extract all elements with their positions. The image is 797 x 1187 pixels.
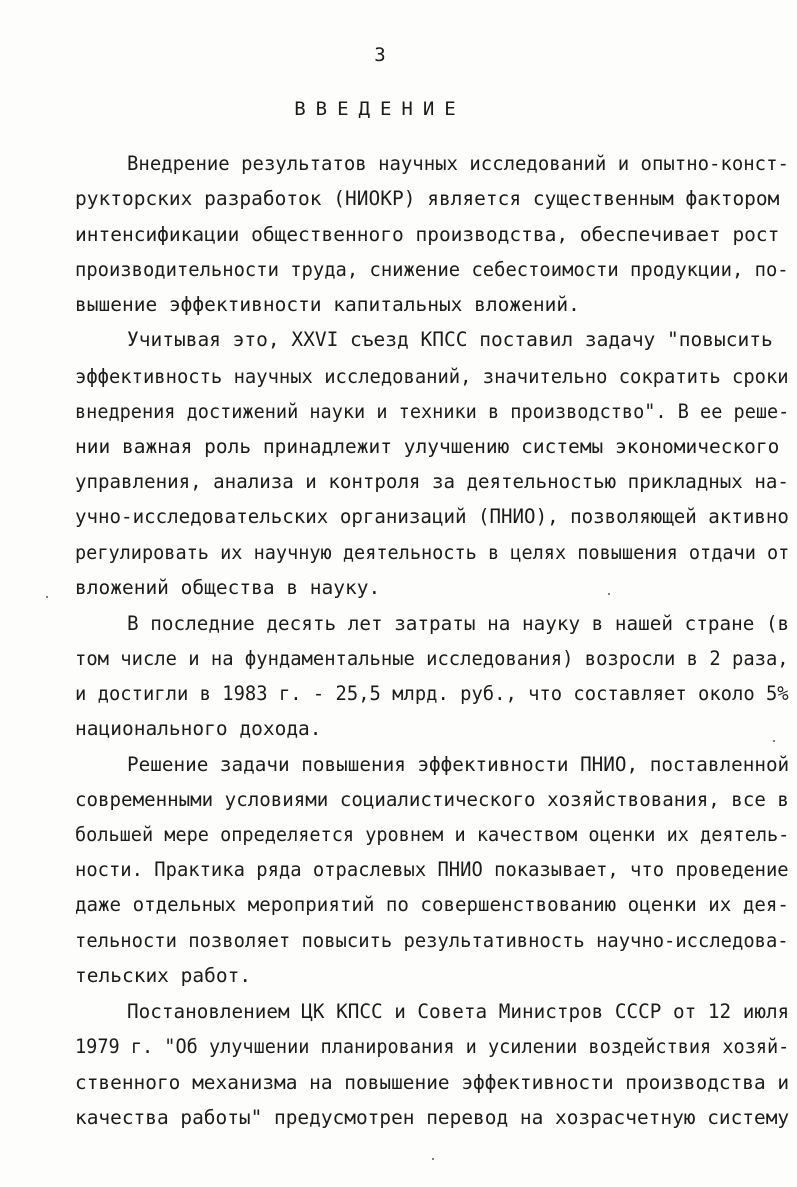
text-line: и достигли в 1983 г. - 25,5 млрд. руб., что составляет около 5% [75, 682, 789, 705]
scan-speck [773, 740, 775, 742]
text-line: ности. Практика ряда отраслевых ПНИО показывает, что проведение [75, 858, 789, 881]
text-line: Внедрение результатов научных исследований и опытно-конст- [127, 152, 789, 175]
text-line: Учитывая это, XXVI съезд КПСС поставил задачу "повысить [127, 328, 773, 351]
text-line: производительности труда, снижение себестоимости продукции, по- [75, 258, 789, 281]
text-line: ственного механизма на повышение эффективности производства и [75, 1071, 790, 1094]
text-line: внедрения достижений науки и техники в производство". В ее реше- [75, 400, 790, 423]
text-line: регулировать их научную деятельность в целях повышения отдачи от [75, 541, 790, 564]
text-line: учно-исследовательских организаций (ПНИО), позволяющей активно [75, 505, 789, 528]
text-line: Решение задачи повышения эффективности ПНИО, поставленной [127, 753, 790, 776]
text-line: рукторских разработок (НИОКР) является существенным фактором [75, 187, 780, 210]
text-line: большей мере определяется уровнем и качеством оценки их деятель- [75, 823, 790, 846]
text-line: нии важная роль принадлежит улучшению системы экономического [75, 435, 780, 458]
text-line: тельских работ. [75, 964, 252, 987]
section-heading: ВВЕДЕНИЕ [294, 98, 466, 120]
scan-speck [432, 1158, 434, 1160]
text-line: тельности позволяет повысить результативность научно-исследова- [75, 929, 789, 952]
text-line: интенсификации общественного производства, обеспечивает рост [75, 223, 780, 246]
text-line: том числе и на фундаментальные исследования) возросли в 2 раза, [75, 647, 789, 670]
text-line: В последние десять лет затраты на науку в нашей стране (в [127, 612, 790, 635]
text-line: Постановлением ЦК КПСС и Совета Министров СССР от 12 июля [127, 1000, 790, 1023]
text-line: качества работы" предусмотрен перевод на хозрасчетную систему [75, 1106, 790, 1129]
text-line: вложений общества в науку. [75, 576, 381, 599]
scan-speck [608, 593, 610, 595]
text-line: эффективность научных исследований, значительно сократить сроки [75, 365, 789, 388]
text-line: вышение эффективности капитальных вложений. [75, 293, 580, 316]
text-line: национального дохода. [75, 717, 322, 740]
page-number: 3 [374, 44, 386, 66]
text-line: современными условиями социалистического хозяйствования, все в [75, 788, 789, 811]
text-line: 1979 г. "Об улучшении планирования и усилении воздействия хозяй- [75, 1035, 790, 1058]
scan-speck [46, 596, 48, 598]
text-line: даже отдельных мероприятий по совершенствованию оценки их дея- [75, 893, 789, 916]
text-line: управления, анализа и контроля за деятельностью прикладных на- [75, 470, 789, 493]
